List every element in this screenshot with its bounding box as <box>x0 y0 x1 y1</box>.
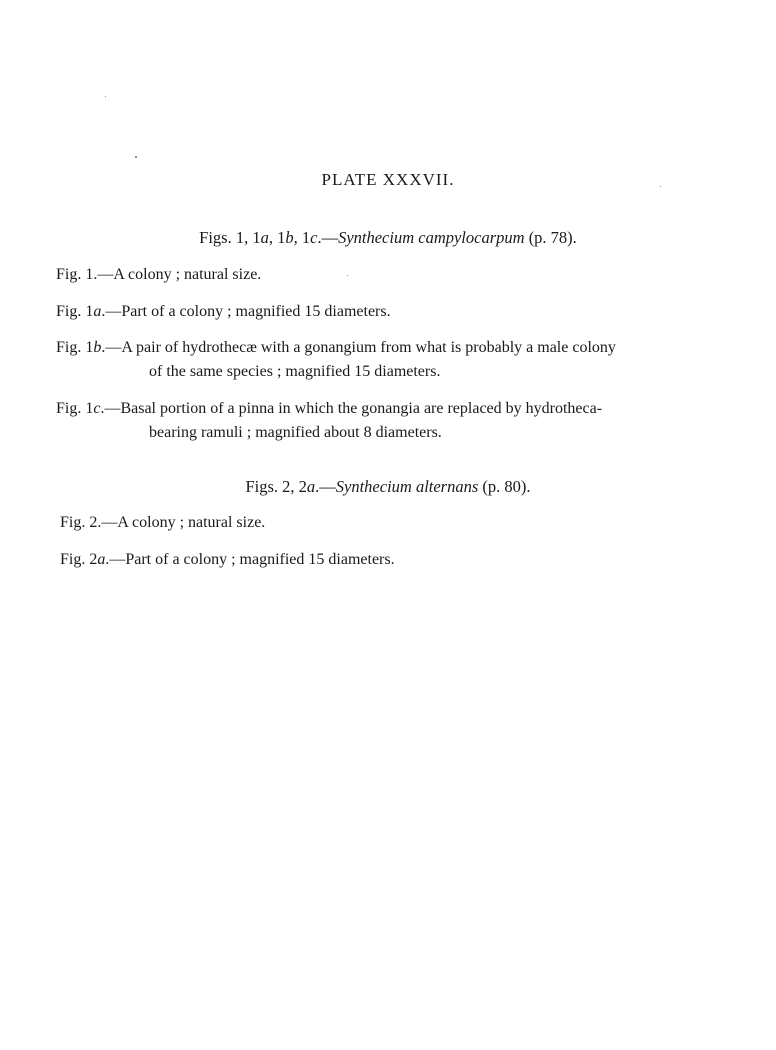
figure-label-end: . <box>101 303 106 320</box>
heading-sep: , 1 <box>268 228 286 247</box>
figure-label-end: . <box>105 551 110 568</box>
figure-label-letter: b <box>93 339 102 356</box>
figure-caption-line-2: of the same species ; magnified 15 diameters. <box>149 363 441 380</box>
scan-speck <box>135 156 137 158</box>
heading-dash: .— <box>315 477 336 496</box>
figure-label-letter: a <box>97 551 106 568</box>
heading-prefix: Figs. 1, 1 <box>199 228 261 247</box>
figure-caption-line-1: —Basal portion of a pinna in which the gonangia are replaced by hydrotheca- <box>104 400 603 417</box>
figure-label-letter: c <box>93 400 101 417</box>
scan-speck <box>105 96 106 97</box>
species-name: Synthecium campylocarpum <box>338 228 525 247</box>
figure-label: Fig. 1 <box>56 400 94 417</box>
figure-label: Fig. 1 <box>56 303 94 320</box>
figure-entry-1c <box>56 397 602 445</box>
figure-caption: —Part of a colony ; magnified 15 diameters. <box>105 303 391 320</box>
figure-caption: —Part of a colony ; magnified 15 diameters. <box>109 551 395 568</box>
figure-caption-line-1: —A pair of hydrothecæ with a gonangium from what is probably a male colony <box>105 339 616 356</box>
figure-label: Fig. 1 <box>56 339 94 356</box>
species-name: Synthecium alternans <box>335 477 479 496</box>
figure-entry-2 <box>60 511 265 535</box>
figure-label-letter: a <box>93 303 102 320</box>
heading-sep: , 1 <box>293 228 311 247</box>
figure-caption-line-2: bearing ramuli ; magnified about 8 diameters. <box>149 424 442 441</box>
heading-letter-a: a <box>260 228 269 247</box>
scan-speck <box>347 275 348 276</box>
heading-dash: .— <box>317 228 339 247</box>
figure-entry-2a <box>60 548 395 572</box>
figure-label: Fig. 1. <box>56 266 98 283</box>
page-reference: (p. 78). <box>524 228 577 247</box>
page-reference: (p. 80). <box>478 477 531 496</box>
figure-label-end: . <box>100 400 105 417</box>
section-heading-2 <box>0 477 776 497</box>
heading-letter-b: b <box>285 228 294 247</box>
plate-title: PLATE XXXVII. <box>321 170 455 189</box>
heading-letter-a: a <box>306 477 316 496</box>
figure-entry-1b <box>56 336 616 384</box>
section-heading-1 <box>0 228 776 248</box>
figure-label: Fig. 2 <box>60 551 98 568</box>
figure-caption: —A colony ; natural size. <box>101 514 266 531</box>
figure-label: Fig. 2. <box>60 514 102 531</box>
figure-caption: —A colony ; natural size. <box>97 266 262 283</box>
figure-label-end: . <box>101 339 106 356</box>
figure-entry-1a <box>56 300 391 324</box>
heading-prefix: Figs. 2, 2 <box>245 477 307 496</box>
figure-entry-1 <box>56 263 261 287</box>
heading-letter-c: c <box>310 228 318 247</box>
